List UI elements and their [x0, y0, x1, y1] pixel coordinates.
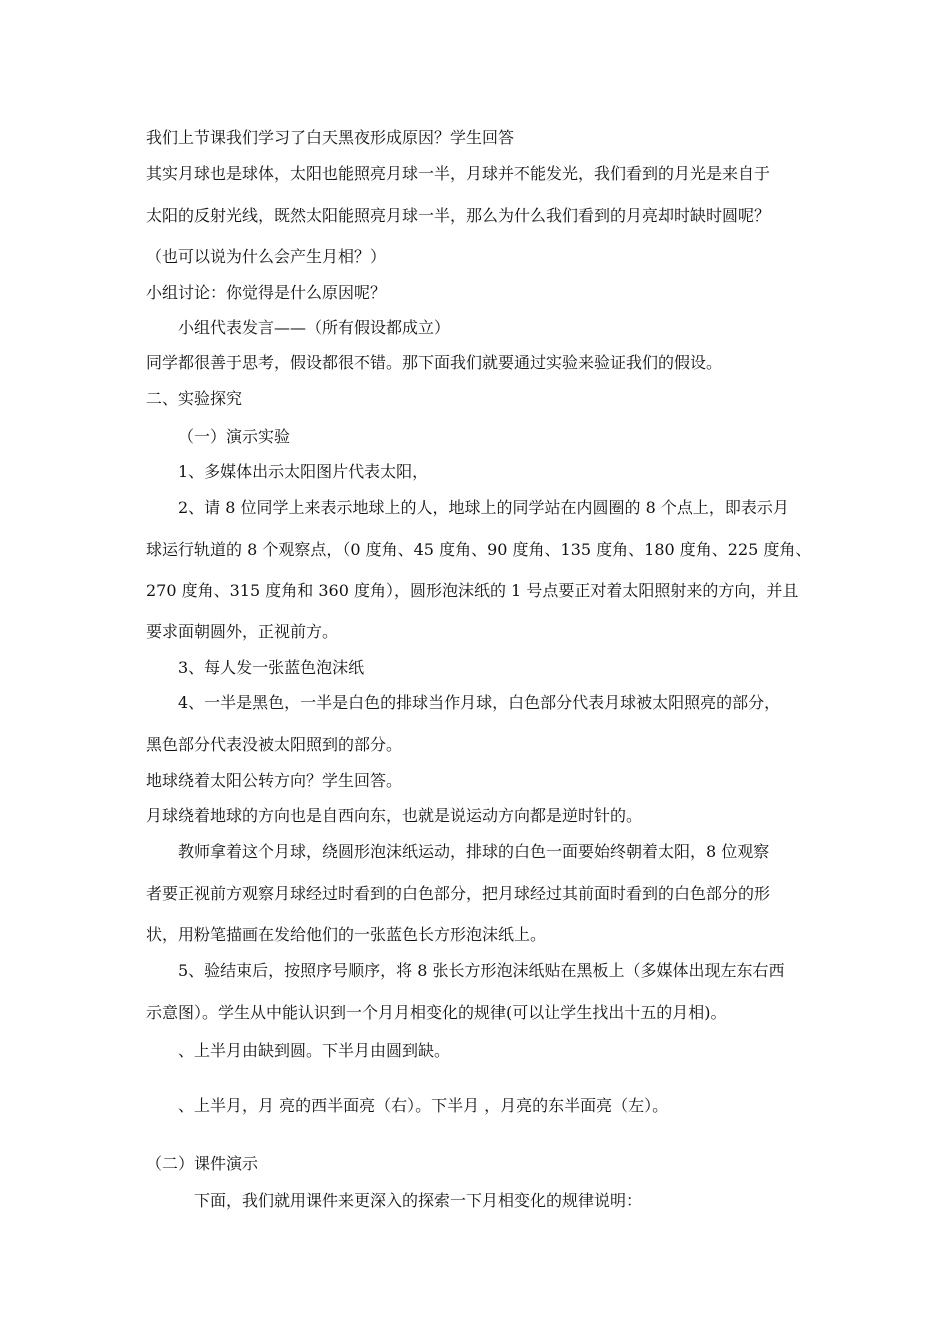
text-line: 状，用粉笔描画在发给他们的一张蓝色长方形泡沫纸上。	[146, 925, 547, 944]
text-line: 太阳的反射光线，既然太阳能照亮月球一半，那么为什么我们看到的月亮却时缺时圆呢？	[146, 206, 771, 225]
text-line: 要求面朝圆外，正视前方。	[146, 622, 339, 641]
text-line: 者要正视前方观察月球经过时看到的白色部分，把月球经过其前面时看到的白色部分的形	[146, 884, 771, 903]
text-line: 黑色部分代表没被太阳照到的部分。	[146, 735, 403, 754]
text-line: 4、一半是黑色，一半是白色的排球当作月球，白色部分代表月球被太阳照亮的部分，	[178, 693, 781, 712]
text-line: 、上半月，月 亮的西半面亮（右）。下半月 ，月亮的东半面亮（左）。	[178, 1096, 669, 1115]
text-line: 示意图）。学生从中能认识到一个月月相变化的规律(可以让学生找出十五的月相)。	[146, 1003, 727, 1022]
text-line: 下面，我们就用课件来更深入的探索一下月相变化的规律说明：	[194, 1191, 643, 1210]
text-line: 球运行轨道的 8 个观察点，（0 度角、45 度角、90 度角、135 度角、180 度角、225 度角、	[146, 540, 812, 559]
text-line: 3、每人发一张蓝色泡沫纸	[178, 658, 365, 677]
text-line: （也可以说为什么会产生月相？）	[146, 247, 387, 266]
text-line: 其实月球也是球体，太阳也能照亮月球一半，月球并不能发光，我们看到的月光是来自于	[146, 164, 771, 183]
text-line: 我们上节课我们学习了白天黑夜形成原因？学生回答	[146, 128, 515, 147]
text-line: 270 度角、315 度角和 360 度角），圆形泡沫纸的 1 号点要正对着太阳照射来的方向，并且	[146, 581, 799, 600]
subsection-heading: （二）课件演示	[146, 1154, 259, 1173]
text-line: 同学都很善于思考，假设都很不错。那下面我们就要通过实验来验证我们的假设。	[146, 353, 723, 372]
subsection-heading: （一）演示实验	[178, 427, 291, 446]
text-line: 教师拿着这个月球，绕圆形泡沫纸运动，排球的白色一面要始终朝着太阳，8 位观察	[178, 842, 770, 861]
section-heading: 二、实验探究	[146, 389, 243, 408]
text-line: 2、请 8 位同学上来表示地球上的人，地球上的同学站在内圆圈的 8 个点上，即表示月	[178, 498, 789, 517]
text-line: 小组代表发言——（所有假设都成立）	[178, 318, 451, 337]
text-line: 、上半月由缺到圆。下半月由圆到缺。	[178, 1041, 451, 1060]
text-line: 1、多媒体出示太阳图片代表太阳，	[178, 462, 429, 481]
text-line: 月球绕着地球的方向也是自西向东，也就是说运动方向都是逆时针的。	[146, 806, 643, 825]
text-line: 地球绕着太阳公转方向？学生回答。	[146, 771, 403, 790]
text-line: 小组讨论：你觉得是什么原因呢？	[146, 283, 387, 302]
text-line: 5、验结束后，按照序号顺序，将 8 张长方形泡沫纸贴在黑板上（多媒体出现左东右西	[178, 961, 785, 980]
